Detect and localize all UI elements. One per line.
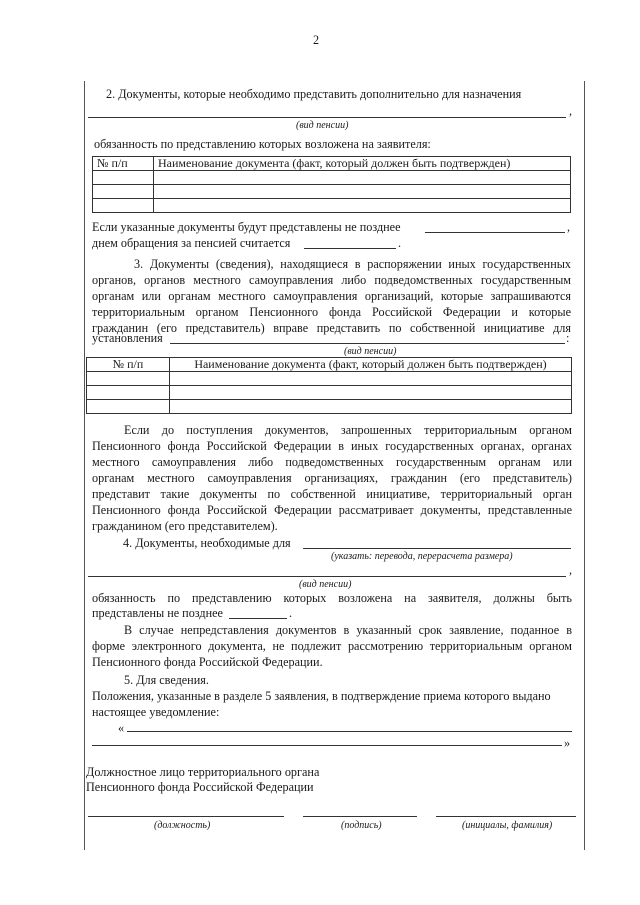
duty-text: обязанность по представлению которых возложена на заявителя, должны быть bbox=[92, 591, 572, 605]
col-number-header: № п/п bbox=[93, 157, 154, 171]
note-line: Пенсионного фонда Российской Федерации в иных государственных органах, органах bbox=[92, 439, 572, 453]
duty-text: обязанность по представлению которых возложена на заявителя: bbox=[94, 137, 431, 151]
documents-table-s2 bbox=[92, 156, 571, 213]
position-caption: (должность) bbox=[154, 820, 211, 831]
failure-line: Пенсионного фонда Российской Федерации. bbox=[92, 655, 323, 669]
comma: , bbox=[569, 563, 573, 577]
provisions-field[interactable] bbox=[92, 745, 562, 746]
section-4-heading: 4. Документы, необходимые для bbox=[123, 536, 291, 550]
section-3-line: органам или органам местного самоуправления организаций, которые запрашиваются bbox=[92, 289, 571, 303]
table-row[interactable] bbox=[93, 185, 571, 199]
documents-table-s3 bbox=[86, 357, 572, 414]
section-3-line: территориальным органом Пенсионного фонда Российской Федерации и которые bbox=[92, 305, 571, 319]
page-number: 2 bbox=[313, 33, 320, 47]
pension-type-caption: (вид пенсии) bbox=[344, 346, 397, 357]
section-2-heading: 2. Документы, которые необходимо представить дополнительно для назначения bbox=[106, 87, 522, 101]
failure-line: форме электронного документа, не подлежит рассмотрению территориальным органом bbox=[92, 639, 572, 653]
application-day-field[interactable] bbox=[304, 248, 396, 249]
colon: : bbox=[566, 331, 570, 345]
purpose-caption: (указать: перевода, перерасчета размера) bbox=[331, 551, 513, 562]
table-row[interactable] bbox=[93, 171, 571, 185]
period: . bbox=[289, 606, 293, 620]
note-line: местного самоуправления либо подведомственных государственным органам или bbox=[92, 455, 572, 469]
section-3-line: органов, органов местного самоуправления либо подведомственных государственным bbox=[92, 273, 571, 287]
signature-caption: (подпись) bbox=[341, 820, 382, 831]
pension-type-caption: (вид пенсии) bbox=[296, 120, 349, 131]
table-row[interactable] bbox=[87, 372, 572, 386]
quote-open: « bbox=[118, 721, 125, 735]
quote-close: » bbox=[564, 736, 571, 750]
note-line: представит такие документы по собственной инициативе, территориальный орган bbox=[92, 487, 572, 501]
section-5-text: настоящее уведомление: bbox=[92, 705, 220, 719]
position-field[interactable] bbox=[88, 816, 284, 817]
section-5-text: Положения, указанные в разделе 5 заявления, в подтверждение приема которого выдано bbox=[92, 689, 551, 703]
name-caption: (инициалы, фамилия) bbox=[462, 820, 553, 831]
establish-text: установления bbox=[92, 331, 163, 345]
note-line: Если до поступления документов, запрошенных территориальным органом bbox=[124, 423, 572, 437]
pension-type-line bbox=[88, 117, 566, 118]
table-row[interactable] bbox=[87, 400, 572, 414]
name-field[interactable] bbox=[436, 816, 576, 817]
signature-field[interactable] bbox=[303, 816, 417, 817]
purpose-field[interactable] bbox=[303, 548, 571, 549]
application-day-text: днем обращения за пенсией считается bbox=[92, 236, 291, 250]
note-line: гражданином (его представителем). bbox=[92, 519, 278, 533]
note-line: органам местного самоуправления организациях, гражданин (его представитель) bbox=[92, 471, 572, 485]
failure-line: В случае непредставления документов в указанный срок заявление, поданное в bbox=[124, 623, 572, 637]
table-row[interactable] bbox=[87, 386, 572, 400]
pension-type-line[interactable] bbox=[88, 576, 566, 577]
deadline-field[interactable] bbox=[229, 618, 287, 619]
pension-type-caption: (вид пенсии) bbox=[299, 579, 352, 590]
section-5-heading: 5. Для сведения. bbox=[124, 673, 209, 687]
table-row[interactable] bbox=[93, 199, 571, 213]
if-submitted-text: Если указанные документы будут представлены не позднее bbox=[92, 220, 401, 234]
deadline-field[interactable] bbox=[425, 232, 565, 233]
note-line: Пенсионного фонда Российской Федерации рассматривает документы, представленные bbox=[92, 503, 572, 517]
official-title: Должностное лицо территориального органа bbox=[86, 765, 320, 779]
col-name-header: Наименование документа (факт, который должен быть подтвержден) bbox=[154, 157, 571, 171]
comma: , bbox=[569, 104, 573, 118]
col-number-header: № п/п bbox=[87, 358, 170, 372]
table-header-row bbox=[87, 358, 572, 372]
section-3-line: 3. Документы (сведения), находящиеся в распоряжении иных государственных bbox=[134, 257, 571, 271]
period: . bbox=[398, 236, 402, 250]
col-name-header: Наименование документа (факт, который должен быть подтвержден) bbox=[170, 358, 572, 372]
provisions-field[interactable] bbox=[127, 731, 572, 732]
table-header-row bbox=[93, 157, 571, 171]
section-3-line: гражданин (его представитель) вправе представить по собственной инициативе для bbox=[92, 321, 571, 335]
official-title: Пенсионного фонда Российской Федерации bbox=[86, 780, 314, 794]
comma: , bbox=[567, 220, 571, 234]
establish-field[interactable] bbox=[170, 343, 565, 344]
duty-text: представлены не позднее bbox=[92, 606, 223, 620]
